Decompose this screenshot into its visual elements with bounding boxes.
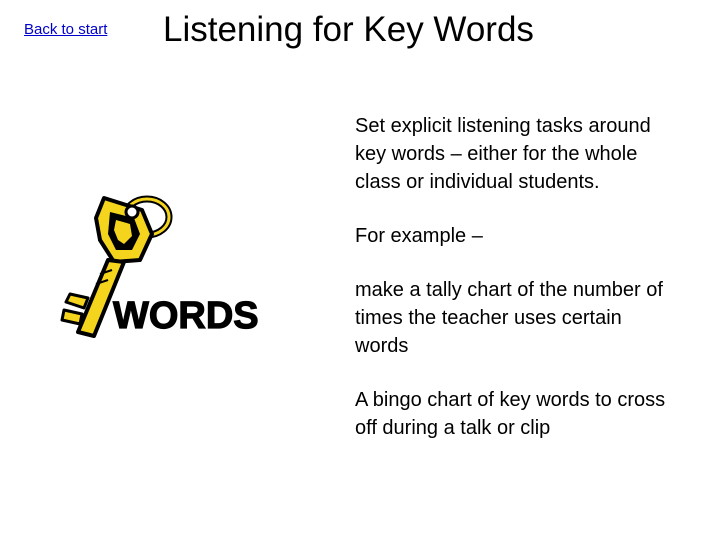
key-words-clipart	[60, 190, 265, 345]
slide-body	[355, 112, 675, 468]
paragraph-bingo-chart: A bingo chart of key words to cross off during a talk or clip	[355, 389, 666, 439]
back-to-start-link[interactable]: Back to start	[24, 21, 108, 38]
paragraph-intro: Set explicit listening tasks around key words – either for the whole class or individual students.	[355, 115, 651, 193]
paragraph-example-label: For example –	[355, 225, 483, 247]
slide-title: Listening for Key Words	[163, 10, 534, 49]
clipart-word: WORDS	[113, 295, 259, 337]
paragraph-tally-chart: make a tally chart of the number of times the teacher uses certain words	[355, 279, 663, 357]
